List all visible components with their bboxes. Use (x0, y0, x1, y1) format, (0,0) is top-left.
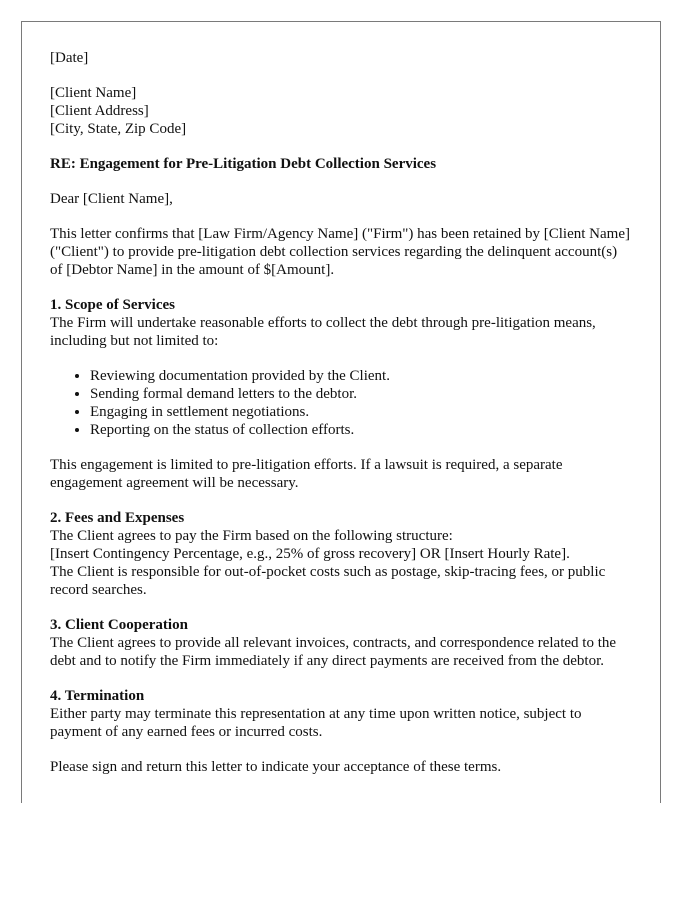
client-address: [Client Address] (50, 103, 149, 119)
fees-heading: 2. Fees and Expenses (50, 510, 185, 526)
termination-heading: 4. Termination (50, 688, 145, 704)
intro-paragraph: This letter confirms that [Law Firm/Agency Name] ("Firm") has been retained by [Client Name] ("Client") to provide pre-litigation debt collection services regarding the delinquent account(s) of [Debtor Name] in the amount of $[Amount]. (50, 226, 630, 278)
services-list (50, 367, 632, 439)
scope-text: The Firm will undertake reasonable efforts to collect the debt through pre-litigation means, including but not limited to: (50, 315, 596, 349)
letter-page (21, 21, 661, 803)
fees-section (50, 509, 632, 599)
cooperation-section (50, 616, 632, 670)
fees-line-1: The Client agrees to pay the Firm based on the following structure: (50, 528, 453, 544)
fees-line-3: The Client is responsible for out-of-pocket costs such as postage, skip-tracing fees, or public record searches. (50, 564, 606, 598)
termination-section (50, 687, 632, 741)
client-city-state-zip: [City, State, Zip Code] (50, 121, 187, 137)
client-address-block (50, 84, 632, 138)
list-item: • Engaging in settlement negotiations. (90, 403, 632, 421)
fees-line-2: [Insert Contingency Percentage, e.g., 25% of gross recovery] OR [Insert Hourly Rate]. (50, 546, 570, 562)
closing-paragraph: Please sign and return this letter to indicate your acceptance of these terms. (50, 759, 502, 775)
letter-date: [Date] (50, 50, 89, 66)
salutation: Dear [Client Name], (50, 191, 173, 207)
cooperation-text: The Client agrees to provide all relevant invoices, contracts, and correspondence related to the debt and to notify the Firm immediately if any direct payments are received from the debtor. (50, 635, 617, 669)
scope-limitation: This engagement is limited to pre-litigation efforts. If a lawsuit is required, a separate engagement agreement will be necessary. (50, 457, 563, 491)
termination-text: Either party may terminate this representation at any time upon written notice, subject to payment of any earned fees or incurred costs. (50, 706, 582, 740)
scope-section (50, 296, 632, 492)
client-name: [Client Name] (50, 85, 137, 101)
subject-line: RE: Engagement for Pre-Litigation Debt Collection Services (50, 156, 437, 172)
list-item: • Reporting on the status of collection efforts. (90, 421, 632, 439)
scope-heading: 1. Scope of Services (50, 297, 175, 313)
list-item: • Sending formal demand letters to the debtor. (90, 385, 632, 403)
cooperation-heading: 3. Client Cooperation (50, 617, 188, 633)
list-item: • Reviewing documentation provided by the Client. (90, 367, 632, 385)
